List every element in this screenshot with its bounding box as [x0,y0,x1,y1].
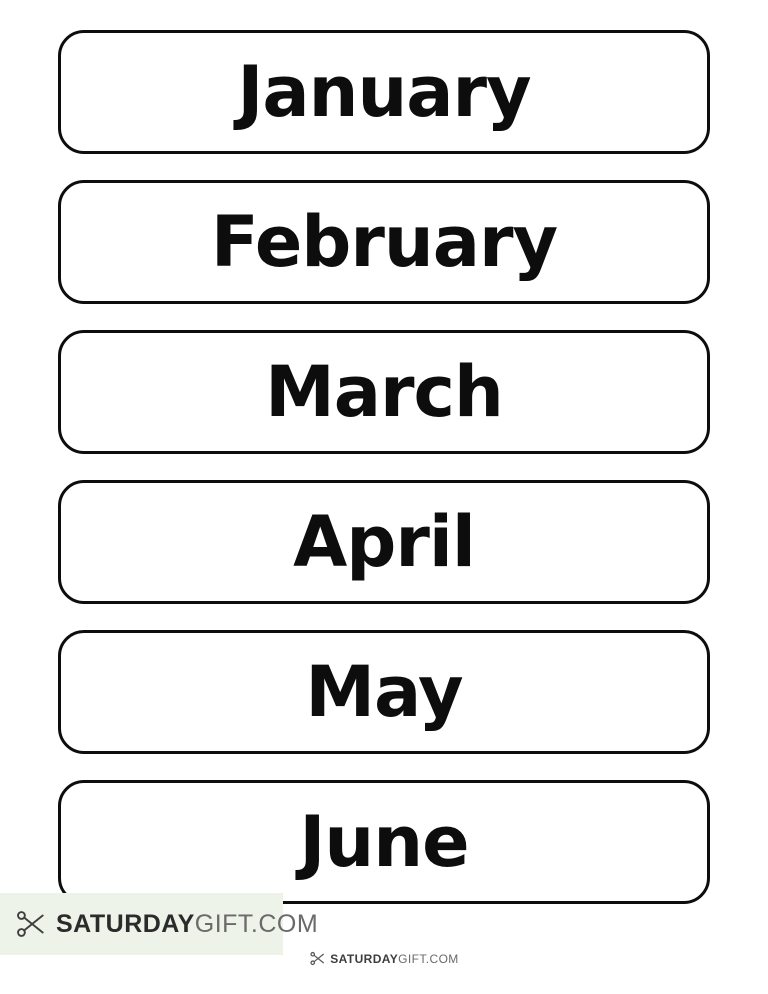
flashcard-february[interactable] [58,180,710,304]
flashcard-label: January [237,51,531,133]
footer-brand-name-bold: SATURDAY [330,951,399,966]
brand-name [56,910,318,939]
flashcard-label: June [299,801,469,883]
flashcard-january[interactable] [58,30,710,154]
brand-name-bold: SATURDAY [56,909,195,938]
footer-brand [0,950,768,967]
footer-brand-name-light: GIFT.COM [398,951,459,966]
brand-watermark-badge [0,893,319,955]
brand-name-light: GIFT.COM [194,909,319,938]
flashcard-june[interactable] [58,780,710,904]
flashcard-label: March [265,351,503,433]
flashcard-list [58,30,710,904]
scissors-icon [309,950,326,967]
flashcard-march[interactable] [58,330,710,454]
scissors-icon [14,907,48,941]
flashcard-april[interactable] [58,480,710,604]
flashcard-label: May [305,651,463,733]
flashcard-label: April [293,501,475,583]
footer-brand-name [330,952,458,966]
flashcard-label: February [210,201,558,283]
flashcard-may[interactable] [58,630,710,754]
